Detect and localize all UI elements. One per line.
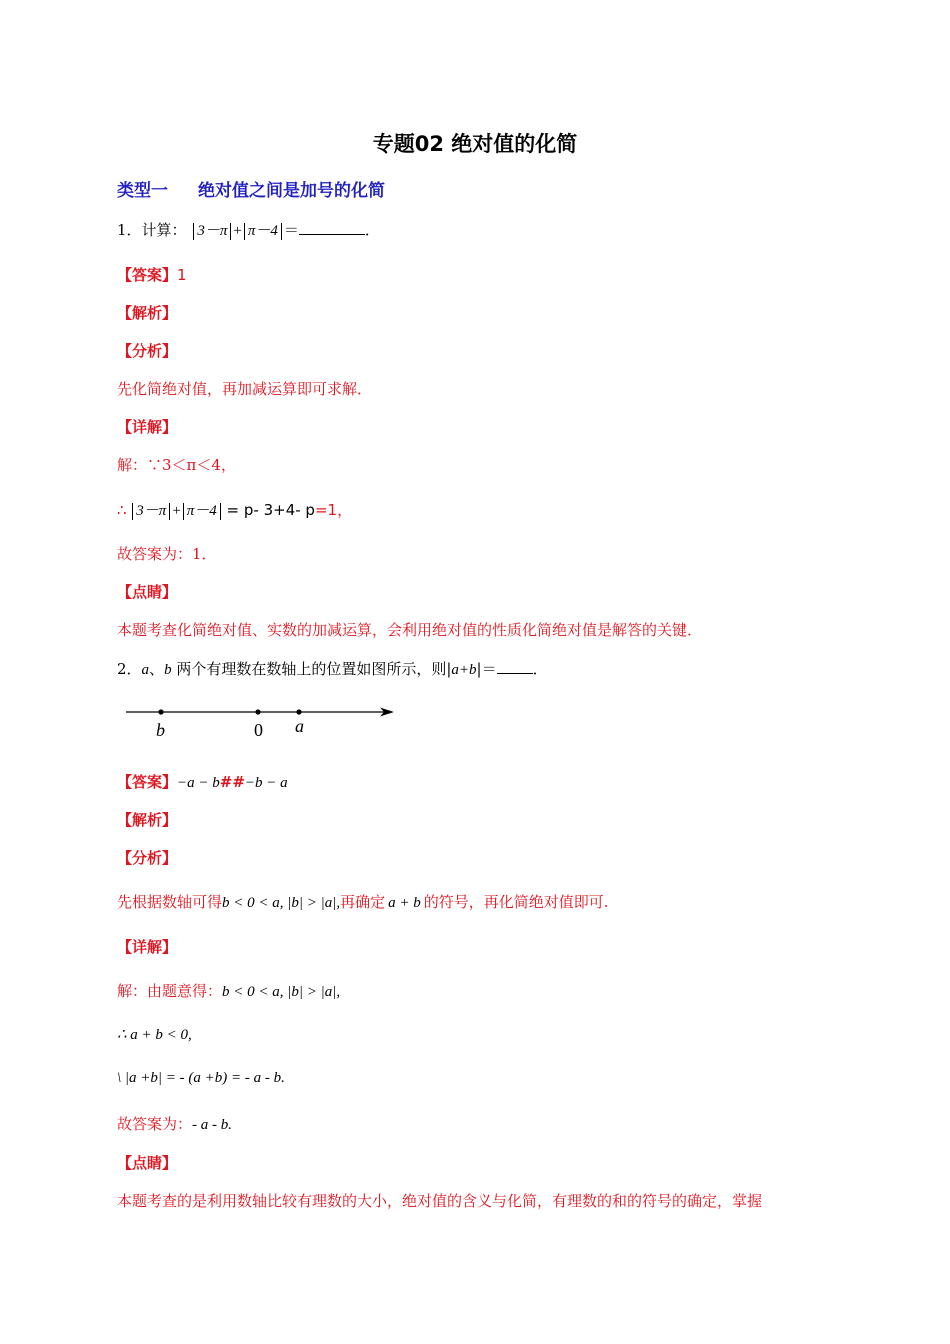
q2-stem-text: 两个有理数在数轴上的位置如图所示，则| [171, 660, 452, 678]
q2-step1-a: 解：由题意得： [117, 982, 223, 1000]
q2-equals: |＝ [476, 660, 497, 678]
q1-answer-blank [299, 220, 365, 235]
q1-step2-plus: + [172, 503, 181, 519]
q1-conclusion: 故答案为：1． [117, 545, 217, 563]
q2-expr: a+b [451, 662, 477, 678]
q1-abs-2: π－4 [244, 223, 282, 240]
q2-step-3: \ |a +b| = - (a +b) = - a - b. [117, 1070, 285, 1086]
q2-fenxi-a: 先根据数轴可得 [117, 893, 223, 911]
q1-expression [191, 223, 380, 239]
q2-conclusion [117, 1114, 232, 1135]
q1-step2-abs-1: 3－π [132, 503, 170, 520]
label-b: b [156, 720, 165, 740]
point-b [158, 709, 163, 714]
q1-therefore: ∴ [117, 501, 127, 519]
q2-jiexi-tag: 【解析】 [117, 811, 178, 829]
q1-period: ． [364, 223, 380, 239]
q1-number: 1．计算： [117, 221, 187, 239]
q2-number: 2． [117, 660, 142, 678]
q1-step2-result: =1， [314, 501, 353, 519]
number-line-figure [120, 698, 400, 744]
q1-step-2 [117, 500, 352, 521]
page-title: 专题02 绝对值的化简 [372, 132, 578, 156]
q2-conclusion-math: - a - b. [192, 1117, 233, 1133]
q1-xiangjie-tag: 【详解】 [117, 418, 178, 436]
point-zero [255, 709, 260, 714]
section-label: 类型一 [117, 181, 168, 201]
q2-fenxi-math: b < 0 < a, |b| > |a|, [222, 895, 341, 911]
section-heading [117, 176, 385, 201]
q2-answer-sep: ## [219, 773, 245, 791]
q1-step-1: 解：∵3＜π＜4， [117, 456, 236, 474]
q2-step-1 [117, 981, 340, 1002]
label-a: a [295, 716, 304, 736]
q2-sep: 、 [149, 660, 165, 678]
q1-jiexi-tag: 【解析】 [117, 304, 178, 322]
q2-answer-1: −a − b [177, 775, 220, 791]
q1-plus: + [233, 223, 242, 239]
section-text: 绝对值之间是加号的化简 [198, 181, 385, 201]
q2-conclusion-a: 故答案为： [117, 1115, 193, 1133]
q1-equals: ＝ [283, 223, 299, 239]
q2-step1-math: b < 0 < a, |b| > |a|, [222, 984, 341, 1000]
q2-fenxi-tag: 【分析】 [117, 849, 178, 867]
label-zero: 0 [254, 720, 263, 740]
q2-answer-2: −b − a [244, 775, 288, 791]
q1-dianjing-text: 本题考查化简绝对值、实数的加减运算，会利用绝对值的性质化简绝对值是解答的关键． [117, 621, 703, 639]
q2-answer-line [117, 772, 288, 793]
q1-step2-abs-2: π－4 [183, 503, 221, 520]
q2-fenxi-b: 再确定 [340, 893, 386, 911]
q1-answer: 1 [177, 266, 187, 284]
q2-var-b: b [164, 662, 172, 678]
q2-fenxi-text [117, 892, 609, 913]
q2-answer-tag: 【答案】 [117, 773, 178, 791]
q2-step-2: ∴ a + b < 0, [117, 1027, 192, 1043]
q1-step2-rhs: = p- 3+4- p [226, 501, 315, 519]
q2-period: ． [532, 660, 548, 678]
q2-dianjing-tag: 【点睛】 [117, 1154, 178, 1172]
q2-fenxi-c: 的符号，再化简绝对值即可. [423, 893, 609, 911]
q2-answer-blank [497, 659, 533, 674]
q1-answer-line [117, 265, 187, 285]
q1-stem [117, 220, 380, 241]
q1-abs-1: 3－π [193, 223, 231, 240]
q2-xiangjie-tag: 【详解】 [117, 938, 178, 956]
q2-dianjing-text: 本题考查的是利用数轴比较有理数的大小，绝对值的含义与化简，有理数的和的符号的确定，掌握 [117, 1192, 763, 1210]
point-a [296, 709, 301, 714]
q1-answer-tag: 【答案】 [117, 266, 178, 284]
q1-fenxi-text: 先化简绝对值，再加减运算即可求解． [117, 380, 373, 398]
q1-dianjing-tag: 【点睛】 [117, 583, 178, 601]
q1-fenxi-tag: 【分析】 [117, 342, 178, 360]
q2-var-a: a [141, 662, 150, 678]
q2-stem [117, 659, 548, 680]
q2-fenxi-math-2: a + b [388, 895, 421, 911]
